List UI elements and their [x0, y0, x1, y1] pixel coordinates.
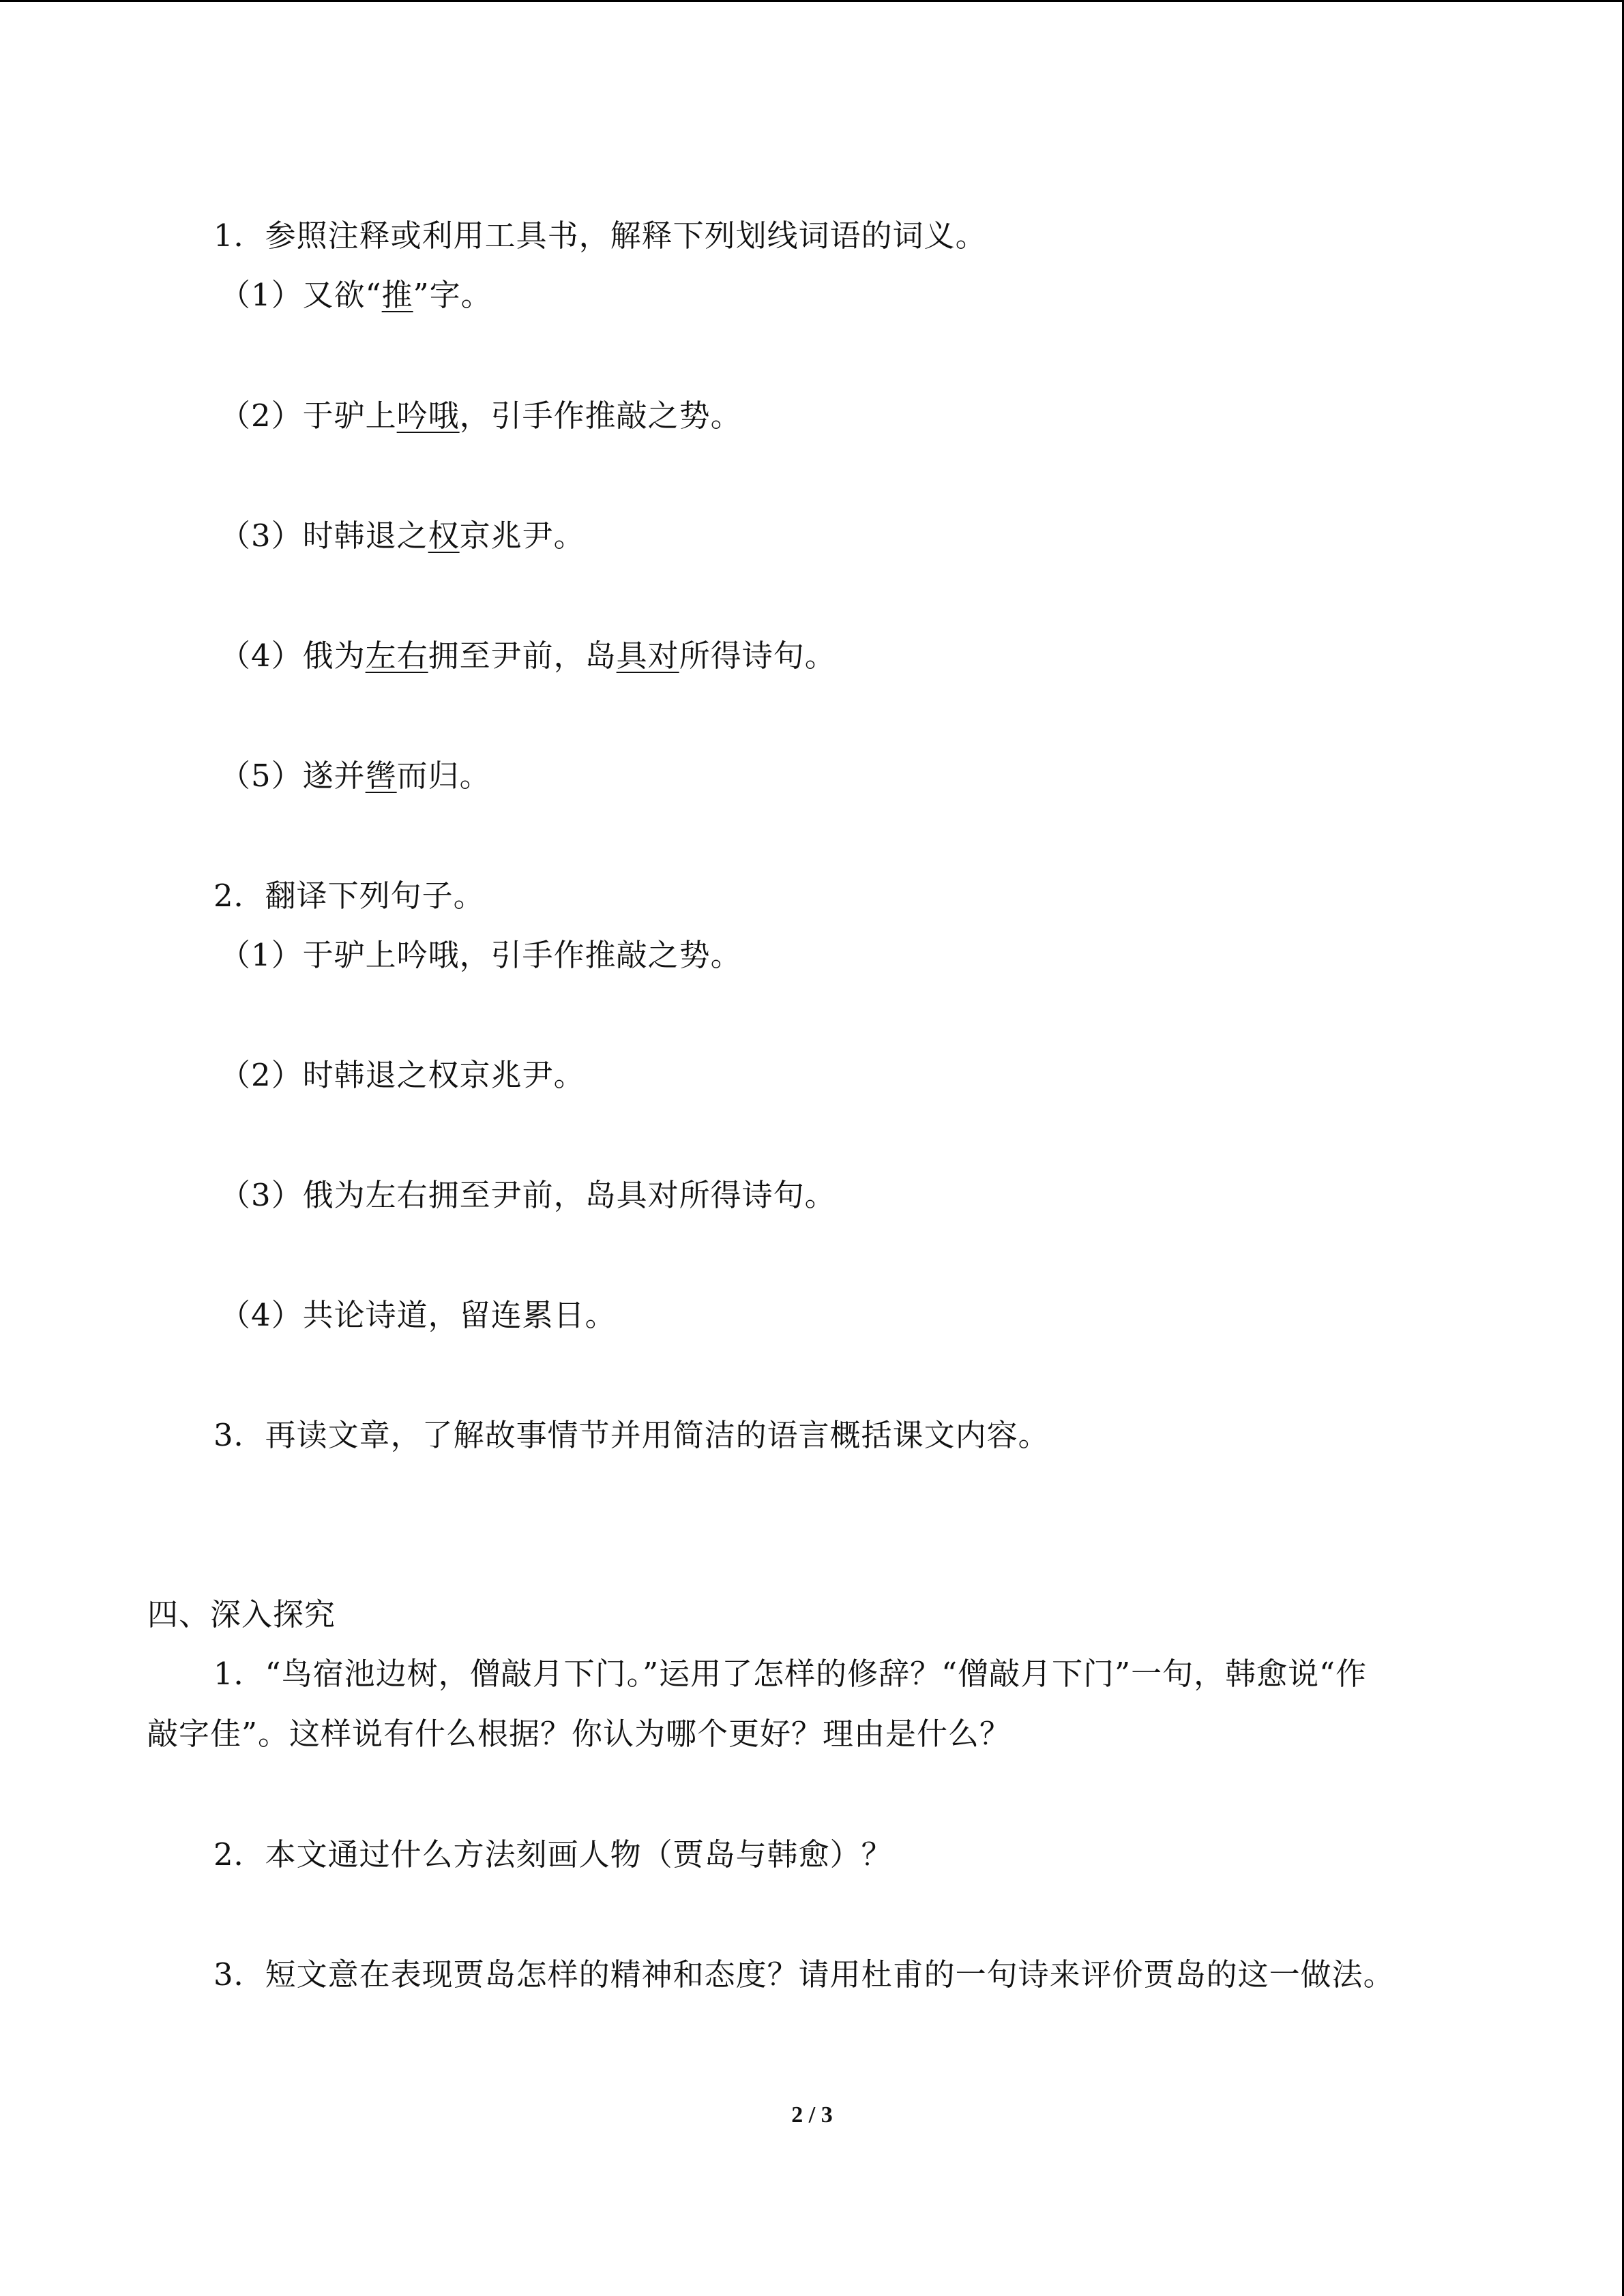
q1-item-1-text-after: ”字。	[413, 277, 492, 313]
q2-item-2: （2）时韩退之权京兆尹。	[220, 1057, 585, 1093]
page-number: 2 / 3	[791, 2102, 833, 2128]
q1-item-1	[220, 275, 492, 316]
q1-item-3-text-after: 京兆尹。	[459, 518, 585, 554]
q1-item-4	[220, 636, 836, 676]
section4-heading: 四、深入探究	[147, 1596, 336, 1632]
q1-item-4-text-middle: 拥至尹前，岛	[428, 638, 617, 674]
q1-item-5-underlined-word: 辔	[365, 758, 397, 794]
q1-item-2-text-before: （2）于驴上	[220, 398, 397, 434]
q1-item-2-underlined-word: 吟哦	[396, 398, 460, 434]
q1-item-5-text-after: 而归。	[396, 758, 491, 794]
q1-item-1-text-before: （1）又欲“	[220, 277, 382, 313]
q1-item-3-text-before: （3）时韩退之	[220, 518, 428, 554]
q1-item-5-text-before: （5）遂并	[220, 758, 366, 794]
q3-prompt: 3．再读文章，了解故事情节并用简洁的语言概括课文内容。	[213, 1417, 1050, 1453]
s4-q1-line1: 1．“鸟宿池边树，僧敲月下门。”运用了怎样的修辞？“僧敲月下门”一句，韩愈说“作	[213, 1656, 1368, 1692]
q1-item-2	[220, 396, 742, 436]
q1-item-3	[220, 516, 585, 556]
q1-prompt: 1．参照注释或利用工具书，解释下列划线词语的词义。	[213, 218, 987, 254]
q2-item-1: （1）于驴上吟哦，引手作推敲之势。	[220, 937, 742, 973]
q1-item-4-text-before: （4）俄为	[220, 638, 366, 674]
q2-item-4: （4）共论诗道，留连累日。	[220, 1297, 617, 1333]
q1-item-5	[220, 756, 491, 796]
q1-item-4-underlined-word-1: 左右	[365, 638, 428, 674]
q1-item-4-text-after: 所得诗句。	[679, 638, 836, 674]
s4-q1-line2: 敲字佳”。这样说有什么根据？你认为哪个更好？理由是什么？	[147, 1716, 1012, 1752]
s4-q3: 3．短文意在表现贾岛怎样的精神和态度？请用杜甫的一句诗来评价贾岛的这一做法。	[213, 1956, 1395, 1993]
q1-item-4-underlined-word-2: 具对	[616, 638, 679, 674]
q1-item-2-text-after: ，引手作推敲之势。	[459, 398, 742, 434]
top-border-line	[0, 0, 1624, 2]
q2-prompt: 2．翻译下列句子。	[213, 878, 485, 914]
q1-item-3-underlined-word: 权	[428, 518, 460, 554]
s4-q2: 2．本文通过什么方法刻画人物（贾岛与韩愈）？	[213, 1836, 893, 1873]
q2-item-3: （3）俄为左右拥至尹前，岛具对所得诗句。	[220, 1177, 836, 1213]
q1-item-1-underlined-word: 推	[381, 277, 413, 313]
